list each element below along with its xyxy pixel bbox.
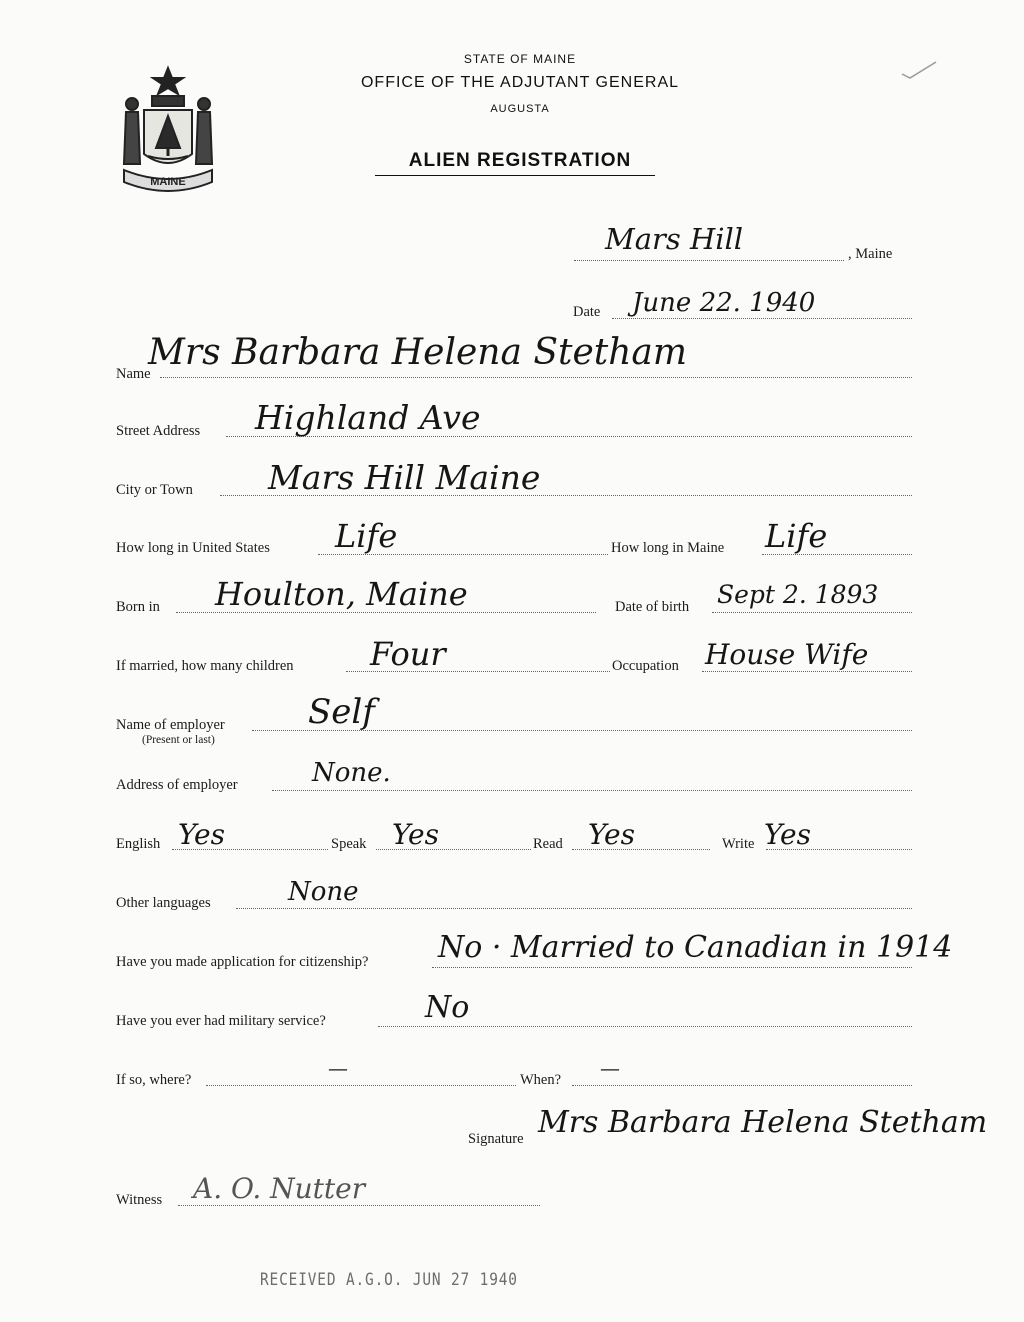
read-label: Read (533, 836, 563, 852)
employer-address-value: None. (312, 758, 391, 788)
employer-address-label: Address of employer (116, 777, 238, 793)
write-value: Yes (764, 818, 811, 851)
signature-label: Signature (468, 1131, 524, 1147)
when-value: — (600, 1056, 620, 1080)
form-title: ALIEN REGISTRATION (408, 150, 632, 171)
employer-address-line (272, 790, 912, 791)
employer-note-label: (Present or last) (142, 734, 215, 746)
date-line (612, 318, 912, 319)
military-line (378, 1026, 912, 1027)
employer-name-label: Name of employer (116, 717, 225, 733)
children-value: Four (370, 635, 446, 673)
how-long-maine-label: How long in Maine (611, 540, 725, 556)
received-stamp: RECEIVED A.G.O. JUN 27 1940 (260, 1270, 518, 1290)
other-languages-line (236, 908, 912, 909)
children-label: If married, how many children (116, 658, 294, 674)
seal-banner-text: MAINE (150, 176, 186, 188)
witness-label: Witness (116, 1192, 163, 1208)
office-heading: OFFICE OF THE ADJUTANT GENERAL (360, 74, 680, 91)
name-value: Mrs Barbara Helena Stetham (148, 332, 688, 373)
when-label: When? (520, 1072, 562, 1088)
english-label: English (116, 836, 161, 852)
born-in-label: Born in (116, 599, 160, 615)
street-address-value: Highland Ave (255, 398, 481, 437)
military-value: No (425, 990, 470, 1025)
how-long-us-label: How long in United States (116, 540, 270, 556)
town-value: Mars Hill (605, 222, 744, 256)
if-so-where-line (206, 1085, 516, 1086)
signature-value: Mrs Barbara Helena Stetham (538, 1105, 988, 1140)
read-value: Yes (588, 818, 635, 851)
occupation-label: Occupation (612, 658, 679, 674)
street-address-label: Street Address (116, 423, 201, 439)
if-so-where-label: If so, where? (116, 1072, 192, 1088)
write-label: Write (722, 836, 755, 852)
occupation-line (702, 671, 912, 672)
speak-value: Yes (392, 818, 439, 851)
how-long-us-value: Life (335, 517, 398, 555)
citizenship-label: Have you made application for citizenship? (116, 954, 369, 970)
english-value: Yes (178, 818, 225, 851)
occupation-value: House Wife (705, 638, 869, 671)
other-languages-label: Other languages (116, 895, 211, 911)
city-value: Mars Hill Maine (268, 458, 541, 497)
when-line (572, 1085, 912, 1086)
employer-name-value: Self (308, 692, 375, 732)
if-so-where-value: — (328, 1056, 348, 1080)
military-label: Have you ever had military service? (116, 1013, 326, 1029)
city-heading: AUGUSTA (490, 103, 550, 115)
speak-label: Speak (331, 836, 367, 852)
date-of-birth-line (712, 612, 912, 613)
name-label: Name (116, 366, 151, 382)
title-underline (375, 175, 655, 176)
maine-suffix-label: , Maine (848, 246, 893, 262)
date-label: Date (573, 304, 601, 320)
citizenship-line (432, 967, 912, 968)
other-languages-value: None (288, 877, 359, 907)
witness-value: A. O. Nutter (193, 1172, 366, 1205)
check-mark-icon (900, 58, 940, 82)
name-line (160, 377, 912, 378)
witness-line (178, 1205, 540, 1206)
born-in-value: Houlton, Maine (215, 575, 468, 613)
how-long-maine-value: Life (765, 517, 828, 555)
town-line (574, 260, 844, 261)
date-value: June 22. 1940 (632, 288, 816, 318)
citizenship-value: No · Married to Canadian in 1914 (438, 930, 953, 965)
date-of-birth-label: Date of birth (615, 599, 690, 615)
city-label: City or Town (116, 482, 193, 498)
state-seal-icon (112, 64, 224, 196)
state-heading: STATE OF MAINE (463, 52, 577, 66)
date-of-birth-value: Sept 2. 1893 (717, 580, 879, 609)
